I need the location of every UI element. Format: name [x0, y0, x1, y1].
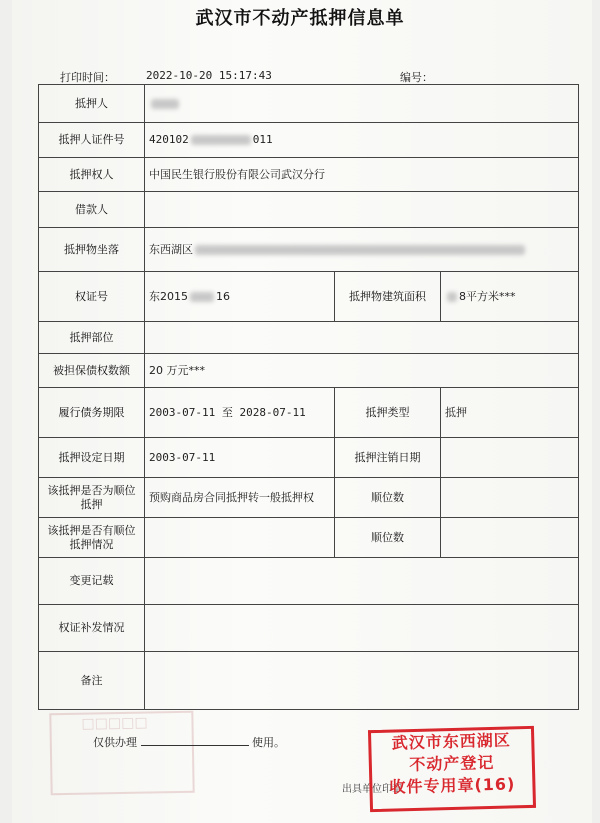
mortgagor-label: 抵押人 [39, 85, 145, 123]
remarks-value [145, 652, 579, 710]
mortgagor-id-value [145, 123, 579, 158]
redacted-block [151, 99, 179, 109]
cert-prefix: 东2015 [149, 289, 188, 303]
faded-stamp-text: □□□□□ [81, 715, 148, 733]
serial-number-label: 编号： [400, 71, 433, 84]
table-row [39, 85, 579, 123]
table-row [39, 272, 579, 322]
table-row [39, 558, 579, 605]
usage-note [93, 734, 285, 750]
part-value [145, 322, 579, 354]
cert-label: 权证号 [39, 272, 145, 322]
table-row [39, 605, 579, 652]
part-label: 抵押部位 [39, 322, 145, 354]
stamp-line-2: 不动产登记 [409, 752, 495, 775]
cancel-date-label: 抵押注销日期 [335, 438, 441, 478]
amount-label: 被担保债权数额 [39, 354, 145, 388]
print-time-label: 打印时间： [60, 71, 115, 84]
type-value: 抵押 [441, 388, 579, 438]
location-label: 抵押物坐落 [39, 228, 145, 272]
borrower-label: 借款人 [39, 192, 145, 228]
type-label: 抵押类型 [335, 388, 441, 438]
order-value-1 [441, 478, 579, 518]
mortgagor-id-label: 抵押人证件号 [39, 123, 145, 158]
table-row [39, 438, 579, 478]
mortgage-info-table [38, 84, 579, 710]
location-prefix: 东西湖区 [149, 242, 193, 256]
redacted-block [190, 292, 214, 302]
redacted-block [195, 245, 525, 255]
change-label: 变更记载 [39, 558, 145, 605]
remarks-label: 备注 [39, 652, 145, 710]
cert-value [145, 272, 335, 322]
priority-label: 该抵押是否为顺位抵押 [39, 478, 145, 518]
table-row [39, 228, 579, 272]
table-row [39, 354, 579, 388]
mortgagor-id-suffix: 011 [252, 133, 273, 146]
area-value [441, 272, 579, 322]
set-date-label: 抵押设定日期 [39, 438, 145, 478]
faded-stamp-mark [49, 711, 194, 796]
order-label-2: 顺位数 [335, 518, 441, 558]
issuer-label: 出具单位印章 [342, 784, 402, 795]
has-priority-value [145, 518, 335, 558]
reissue-label: 权证补发情况 [39, 605, 145, 652]
has-priority-label: 该抵押是否有顺位抵押情况 [39, 518, 145, 558]
cancel-date-value [441, 438, 579, 478]
term-label: 履行债务期限 [39, 388, 145, 438]
usage-prefix: 仅供办理 [93, 736, 137, 749]
redacted-block [191, 135, 251, 145]
usage-suffix: 使用。 [252, 736, 285, 749]
official-red-stamp [368, 726, 536, 812]
table-row [39, 652, 579, 710]
redacted-block [447, 292, 457, 302]
reissue-value [145, 605, 579, 652]
stamp-line-1: 武汉市东西湖区 [391, 730, 512, 753]
mortgagor-id-prefix: 420102 [149, 133, 189, 146]
table-row [39, 158, 579, 192]
mortgagee-value: 中国民生银行股份有限公司武汉分行 [145, 158, 579, 192]
mortgagor-value [145, 85, 579, 123]
table-row [39, 478, 579, 518]
print-time-value: 2022-10-20 15:17:43 [146, 69, 272, 82]
table-row [39, 518, 579, 558]
borrower-value [145, 192, 579, 228]
usage-blank-line [141, 735, 249, 746]
table-row [39, 322, 579, 354]
table-row [39, 388, 579, 438]
area-label: 抵押物建筑面积 [335, 272, 441, 322]
order-label-1: 顺位数 [335, 478, 441, 518]
change-value [145, 558, 579, 605]
set-date-value: 2003-07-11 [145, 438, 335, 478]
term-value: 2003-07-11 至 2028-07-11 [145, 388, 335, 438]
table-row [39, 192, 579, 228]
priority-value: 预购商品房合同抵押转一般抵押权 [145, 478, 335, 518]
document-title: 武汉市不动产抵押信息单 [195, 8, 405, 29]
table-row [39, 123, 579, 158]
cert-suffix: 16 [216, 289, 230, 303]
amount-value: 20 万元*** [145, 354, 579, 388]
mortgagee-label: 抵押权人 [39, 158, 145, 192]
order-value-2 [441, 518, 579, 558]
location-value [145, 228, 579, 272]
stamp-line-3: 收件专用章(16) [389, 774, 516, 797]
area-text: 8平方米*** [459, 289, 516, 303]
